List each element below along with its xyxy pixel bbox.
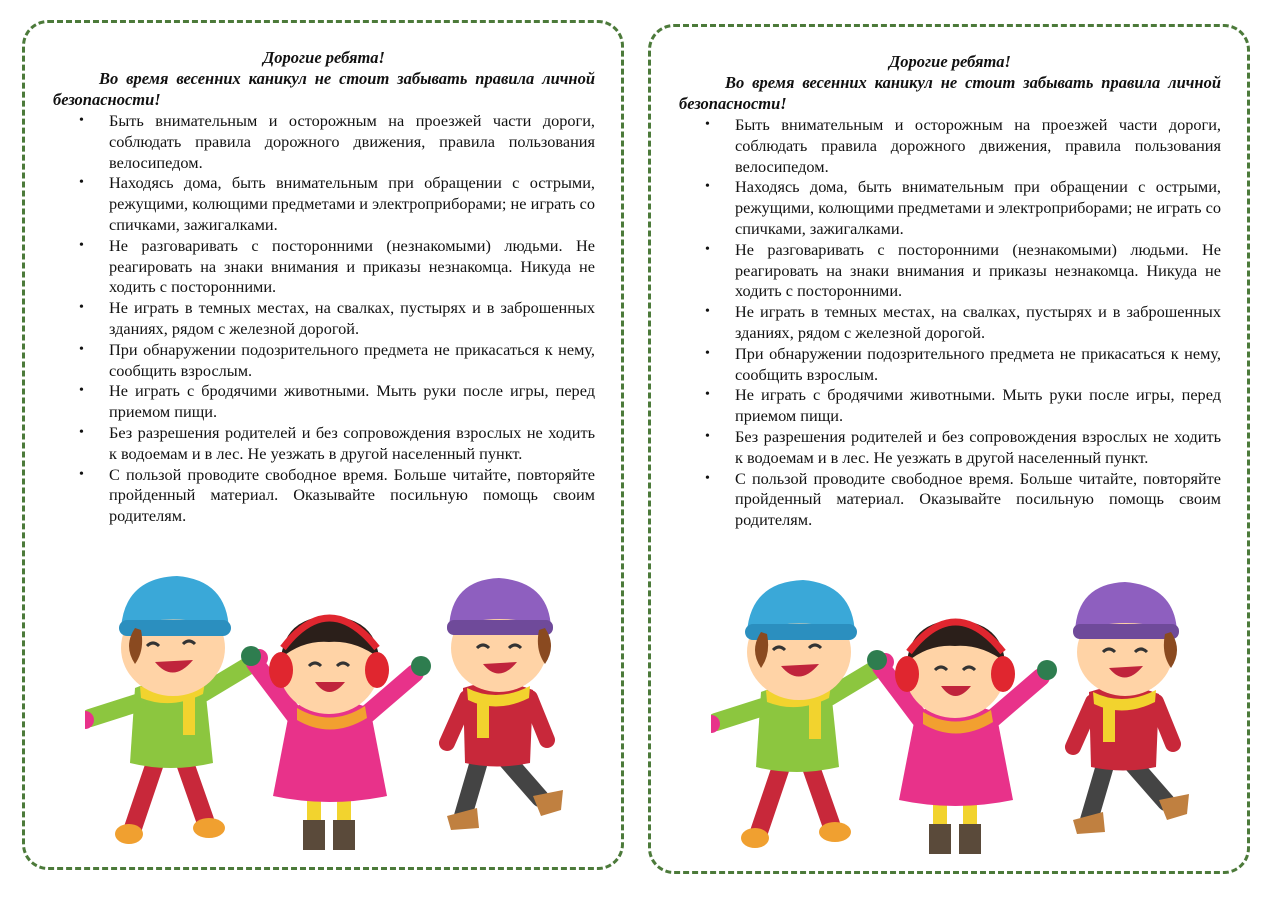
safety-card-right — [648, 24, 1250, 874]
card-title: Дорогие ребята! — [889, 52, 1011, 71]
kids-illustration-container — [85, 558, 565, 858]
rule-text: Быть внимательным и осторожным на проезжей части дороги, соблюдать правила дорожного движения, правила пользования велосипедом. — [109, 111, 595, 172]
bullet-icon: • — [705, 387, 710, 403]
rule-text: Находясь дома, быть внимательным при обращении с острыми, режущими, колющими предметами и электроприборами; не играть со спичками, зажигалками. — [109, 173, 595, 234]
rule-text: Не разговаривать с посторонними (незнакомыми) людьми. Не реагировать на знаки внимания и приказы незнакомца. Никуда не ходить с посторонними. — [735, 239, 1221, 301]
bullet-icon: • — [705, 428, 710, 444]
girl-earmuffs-icon — [867, 620, 1057, 854]
boy-blue-hat-icon — [711, 580, 894, 848]
kids-illustration-container — [711, 562, 1191, 862]
bullet-icon: • — [705, 117, 710, 132]
rule-item — [53, 298, 595, 340]
rule-item — [679, 344, 1221, 386]
rule-item — [679, 427, 1221, 469]
rule-item — [53, 340, 595, 382]
bullet-icon: • — [705, 241, 710, 257]
rule-text: Не играть с бродячими животными. Мыть руки после игры, перед приемом пищи. — [735, 385, 1221, 426]
rule-text: С пользой проводите свободное время. Больше читайте, повторяйте пройденный материал. Оказывайте посильную помощь своим родителям. — [109, 464, 595, 526]
rule-item — [679, 177, 1221, 239]
bullet-icon: • — [705, 179, 710, 195]
rule-text: Не играть в темных местах, на свалках, пустырях и в заброшенных зданиях, рядом с железной дорогой. — [109, 298, 595, 338]
rule-text: Находясь дома, быть внимательным при обращении с острыми, режущими, колющими предметами и электроприборами; не играть со спичками, зажигалками. — [735, 177, 1221, 238]
boy-purple-hat-icon — [1073, 582, 1189, 834]
boy-blue-hat-icon — [85, 576, 268, 844]
rule-text: При обнаружении подозрительного предмета не прикасаться к нему, сообщить взрослым. — [735, 343, 1221, 384]
bullet-icon: • — [705, 304, 710, 320]
bullet-icon: • — [705, 345, 710, 361]
bullet-icon: • — [79, 300, 84, 316]
rule-item — [679, 302, 1221, 344]
rules-list — [679, 115, 1221, 531]
rule-text: При обнаружении подозрительного предмета не прикасаться к нему, сообщить взрослым. — [109, 339, 595, 380]
rule-text: Не играть в темных местах, на свалках, пустырях и в заброшенных зданиях, рядом с железной дорогой. — [735, 302, 1221, 342]
card-text — [679, 51, 1221, 531]
rule-item — [679, 469, 1221, 531]
bullet-icon: • — [79, 237, 84, 253]
bullet-icon: • — [705, 470, 710, 486]
rule-item — [679, 240, 1221, 302]
rule-text: С пользой проводите свободное время. Больше читайте, повторяйте пройденный материал. Оказывайте посильную помощь своим родителям. — [735, 468, 1221, 530]
bullet-icon: • — [79, 424, 84, 440]
bullet-icon: • — [79, 341, 84, 357]
rule-item — [53, 111, 595, 173]
boy-purple-hat-icon — [447, 578, 563, 830]
kids-illustration — [85, 558, 565, 858]
kids-illustration — [711, 562, 1191, 862]
rule-text: Без разрешения родителей и без сопровождения взрослых не ходить к водоемам и в лес. Не уезжать в другой населенный пункт. — [109, 422, 595, 463]
rule-text: Не разговаривать с посторонними (незнакомыми) людьми. Не реагировать на знаки внимания и приказы незнакомца. Никуда не ходить с посторонними. — [109, 235, 595, 297]
rule-item — [53, 381, 595, 423]
rule-item — [53, 423, 595, 465]
card-intro: Во время весенних каникул не стоит забывать правила личной безопасности! — [53, 69, 595, 109]
rule-text: Быть внимательным и осторожным на проезжей части дороги, соблюдать правила дорожного движения, правила пользования велосипедом. — [735, 115, 1221, 176]
card-intro: Во время весенних каникул не стоит забывать правила личной безопасности! — [679, 73, 1221, 113]
rule-text: Не играть с бродячими животными. Мыть руки после игры, перед приемом пищи. — [109, 381, 595, 422]
rule-item — [53, 236, 595, 298]
bullet-icon: • — [79, 113, 84, 128]
card-title: Дорогие ребята! — [263, 48, 385, 67]
bullet-icon: • — [79, 466, 84, 482]
card-text — [53, 47, 595, 527]
rule-item — [679, 385, 1221, 427]
safety-card-left — [22, 20, 624, 870]
rule-text: Без разрешения родителей и без сопровождения взрослых не ходить к водоемам и в лес. Не уезжать в другой населенный пункт. — [735, 426, 1221, 467]
bullet-icon: • — [79, 383, 84, 399]
girl-earmuffs-icon — [241, 616, 431, 850]
bullet-icon: • — [79, 175, 84, 191]
rule-item — [53, 465, 595, 527]
rule-item — [53, 173, 595, 235]
rule-item — [679, 115, 1221, 177]
rules-list — [53, 111, 595, 527]
